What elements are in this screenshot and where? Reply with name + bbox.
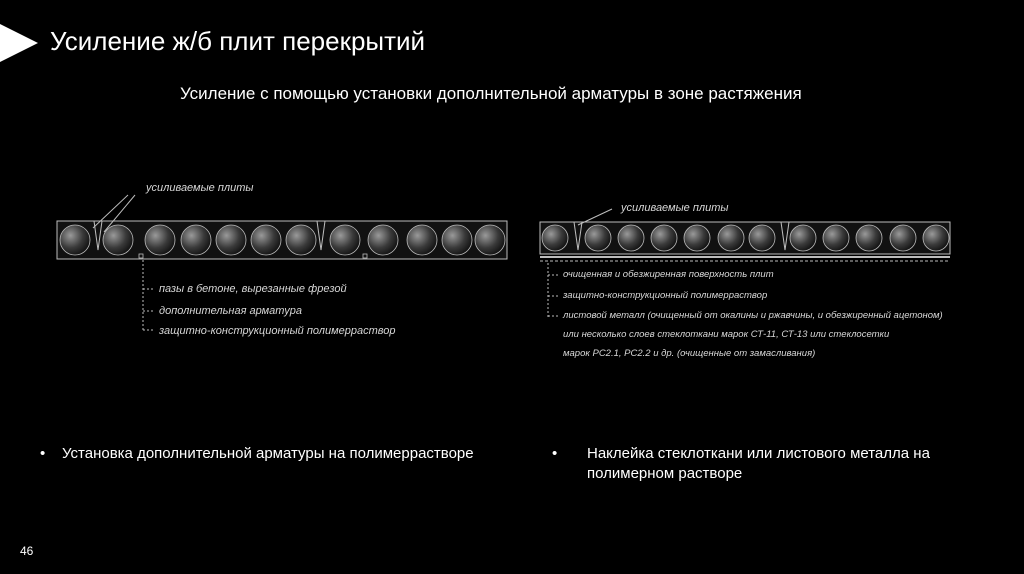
slab-hole (251, 225, 281, 255)
slab-hole (856, 225, 882, 251)
slab-hole (216, 225, 246, 255)
slab-hole (330, 225, 360, 255)
page-number: 46 (20, 544, 34, 558)
slab-hole (475, 225, 505, 255)
right-slab-diagram (540, 209, 950, 318)
slab-hole (286, 225, 316, 255)
slab-hole (923, 225, 949, 251)
bullet-marker: • (40, 445, 46, 462)
slab-hole (585, 225, 611, 251)
slab-hole (651, 225, 677, 251)
slab-hole (407, 225, 437, 255)
slab-hole (181, 225, 211, 255)
left-top-label: усиливаемые плиты (146, 182, 254, 194)
right-label-metal: листовой металл (очищенный от окалины и ржавчины, и обезжиренный ацетоном) (563, 310, 943, 321)
slab-hole (542, 225, 568, 251)
right-label-fiberglass: или несколько слоев стеклоткани марок СТ-11, СТ-13 или стеклосетки (563, 329, 890, 340)
slab-hole (60, 225, 90, 255)
left-label-rebar: дополнительная арматура (159, 305, 302, 317)
right-label-mesh: марок РС2.1, РС2.2 и др. (очищенные от замасливания) (563, 348, 816, 359)
slab-hole (718, 225, 744, 251)
bullet-rebar (40, 444, 540, 464)
slab-hole (890, 225, 916, 251)
bullet-fiberglass (552, 444, 992, 484)
slab-hole (145, 225, 175, 255)
right-top-label: усиливаемые плиты (621, 202, 729, 214)
slab-hole (442, 225, 472, 255)
slab-hole (684, 225, 710, 251)
left-label-mortar: защитно-конструкционный полимерраствор (159, 325, 396, 337)
bullet-marker: • (552, 445, 558, 462)
slab-hole (618, 225, 644, 251)
bullet-text: Установка дополнительной арматуры на полимеррастворе (62, 445, 474, 462)
slab-hole (749, 225, 775, 251)
left-label-grooves: пазы в бетоне, вырезанные фрезой (159, 283, 347, 295)
right-label-surface: очищенная и обезжиренная поверхность плит (563, 269, 774, 280)
slab-hole (823, 225, 849, 251)
slab-hole (368, 225, 398, 255)
slab-hole (103, 225, 133, 255)
right-label-mortar: защитно-конструкционный полимерраствор (563, 290, 768, 301)
slide-subtitle: Усиление с помощью установки дополнительной арматуры в зоне растяжения (180, 84, 802, 103)
bullet-text: Наклейка стеклоткани или листового металла на полимерном растворе (587, 445, 930, 482)
slide-title: Усиление ж/б плит перекрытий (50, 26, 426, 56)
slab-hole (790, 225, 816, 251)
